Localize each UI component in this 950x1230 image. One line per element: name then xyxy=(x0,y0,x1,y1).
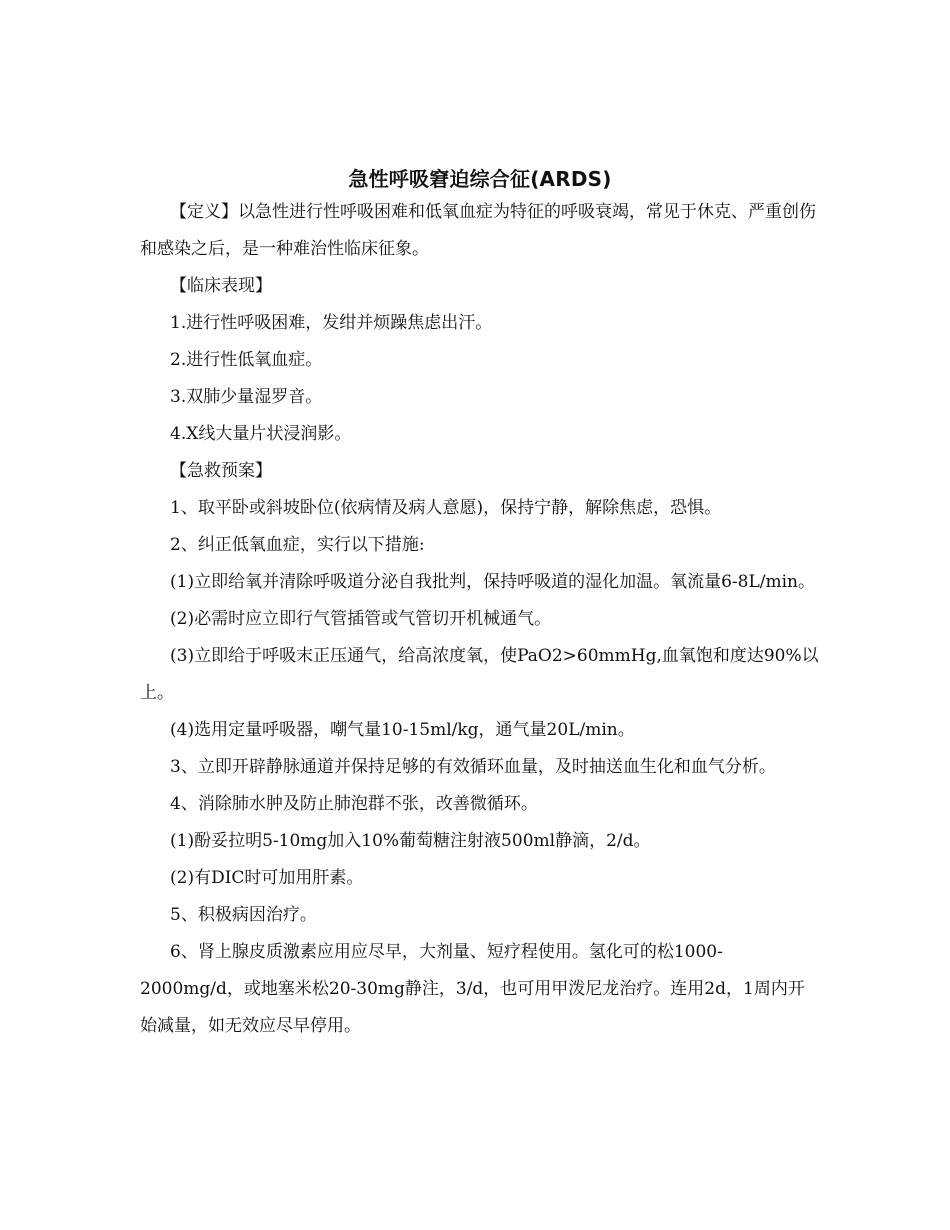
emergency-step-4: 4、消除肺水肿及防止肺泡群不张，改善微循环。 xyxy=(170,794,538,814)
emergency-step-2: 2、纠正低氧血症，实行以下措施: xyxy=(170,535,425,555)
emergency-substep-4-1: (1)酚妥拉明5-10mg加入10%葡萄糖注射液500ml静滴，2/d。 xyxy=(170,831,651,851)
document-title: 急性呼吸窘迫综合征(ARDS) xyxy=(348,167,612,191)
emergency-step-3: 3、立即开辟静脉通道并保持足够的有效循环血量，及时抽送血生化和血气分析。 xyxy=(170,757,776,777)
emergency-substep-2-1: (1)立即给氧并清除呼吸道分泌自我批判，保持呼吸道的湿化加温。氧流量6-8L/min。 xyxy=(170,572,815,592)
emergency-plan-heading: 【急救预案】 xyxy=(170,461,272,481)
emergency-step-1: 1、取平卧或斜坡卧位(依病情及病人意愿)，保持宁静，解除焦虑，恐惧。 xyxy=(170,498,722,518)
definition-paragraph: 【定义】以急性进行性呼吸困难和低氧血症为特征的呼吸衰竭，常见于休克、严重创伤和感染之后，是一种难治性临床征象。 xyxy=(140,202,816,259)
emergency-substep-2-2: (2)必需时应立即行气管插管或气管切开机械通气。 xyxy=(170,609,552,629)
emergency-substep-4-2: (2)有DIC时可加用肝素。 xyxy=(170,868,364,888)
emergency-step-5: 5、积极病因治疗。 xyxy=(170,905,317,925)
emergency-substep-2-3: (3)立即给于呼吸末正压通气，给高浓度氧，使PaO2>60mmHg,血氧饱和度达90%以上。 xyxy=(140,646,819,703)
emergency-step-6: 6、肾上腺皮质激素应用应尽早，大剂量、短疗程使用。氢化可的松1000-2000mg/d，或地塞米松20-30mg静注，3/d，也可用甲泼尼龙治疗。连用2d，1周内开始减量，如无效应尽早停用。 xyxy=(140,942,805,1036)
clinical-manifestations-heading: 【临床表现】 xyxy=(170,276,272,296)
emergency-substep-2-4: (4)选用定量呼吸器，嘲气量10-15ml/kg，通气量20L/min。 xyxy=(170,720,635,740)
manifestation-item-2: 2.进行性低氧血症。 xyxy=(170,350,323,370)
manifestation-item-1: 1.进行性呼吸困难，发绀并烦躁焦虑出汗。 xyxy=(170,313,493,333)
manifestation-item-3: 3.双肺少量湿罗音。 xyxy=(170,387,323,407)
manifestation-item-4: 4.X线大量片状浸润影。 xyxy=(170,424,352,444)
document-body xyxy=(140,164,820,1045)
